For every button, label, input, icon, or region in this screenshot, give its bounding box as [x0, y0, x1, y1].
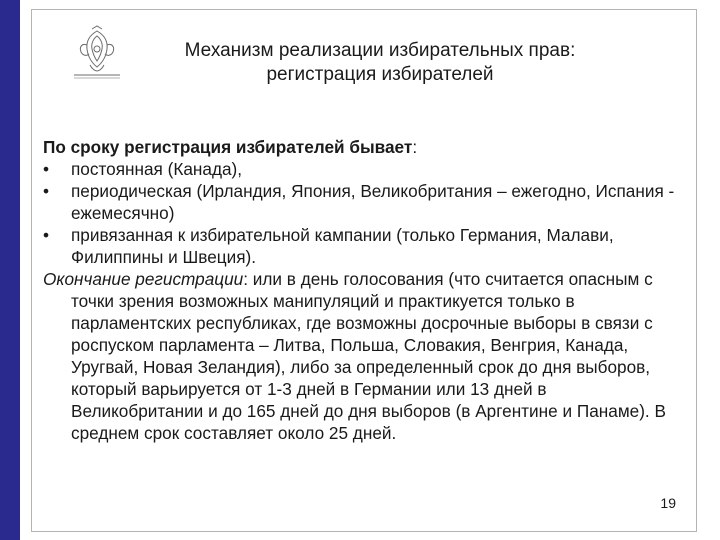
list-item	[43, 224, 683, 268]
intro-colon: :	[412, 137, 418, 157]
bullet-dot: •	[43, 159, 50, 179]
left-accent-bar	[0, 0, 20, 540]
bullet-text: привязанная к избирательной кампании (только Германия, Малави, Филиппины и Швеция).	[71, 225, 614, 267]
slide-title: Механизм реализации избирательных прав: регистрация избирателей	[184, 40, 576, 85]
ending-text: : или в день голосования (что считается опасным с точки зрения возможных манипуляций и практикуется только в парламентских республиках, где возможны досрочные выборы в связи с роспуском парламента – Литва, Польша, Словакия, Венгрия, Канада, Уругвай, Новая Зеландия), либо за определенный срок до дня выборов, который варьируется от 1-3 дней в Германии или 13 дней в Великобритании и до 165 дней до дня выборов (в Аргентине и Панаме). В среднем срок составляет около 25 дней.	[71, 269, 666, 443]
ending-italic: Окончание регистрации	[43, 269, 244, 289]
ending-paragraph	[43, 268, 683, 444]
bullet-dot: •	[43, 181, 50, 201]
bullet-list	[43, 158, 683, 268]
list-item	[43, 180, 683, 224]
list-item	[43, 158, 683, 180]
bullet-text: постоянная (Канада),	[71, 159, 243, 179]
slide-content	[43, 136, 683, 444]
page-number: 19	[660, 495, 676, 511]
bullet-text: периодическая (Ирландия, Япония, Великобритания – ежегодно, Испания - ежемесячно)	[71, 181, 675, 223]
intro-bold: По сроку регистрация избирателей бывает	[43, 137, 413, 157]
intro-line	[43, 136, 683, 158]
bullet-dot: •	[43, 225, 50, 245]
emblem-icon	[70, 25, 124, 81]
